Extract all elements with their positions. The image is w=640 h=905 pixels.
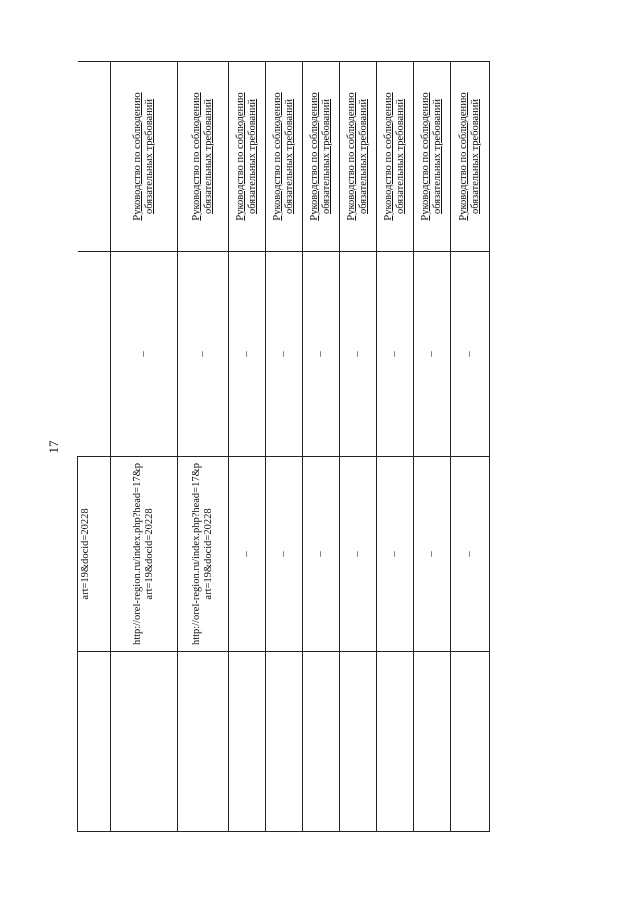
table-cell-url: art=19&docid=20228	[78, 457, 111, 652]
table-cell-dash: –	[340, 252, 377, 457]
table-cell-dash: –	[451, 252, 490, 457]
page-number: 17	[46, 440, 61, 454]
table-cell-blank	[340, 652, 377, 832]
table-row	[340, 62, 377, 832]
table-cell-guide: Руководство по соблюдению обязательных требований	[266, 62, 303, 252]
table-row	[178, 62, 229, 832]
table-cell-guide: Руководство по соблюдению обязательных требований	[303, 62, 340, 252]
table-cell-dash: –	[266, 457, 303, 652]
table-row	[303, 62, 340, 832]
table-cell-guide: Руководство по соблюдению обязательных требований	[377, 62, 414, 252]
table-cell-dash: –	[377, 457, 414, 652]
table-cell-blank	[414, 652, 451, 832]
table-row	[266, 62, 303, 832]
table-cell-blank	[78, 652, 111, 832]
table-cell-guide: Руководство по соблюдению обязательных требований	[229, 62, 266, 252]
table-cell-dash: –	[111, 252, 178, 457]
table-cell-guide: Руководство по соблюдению обязательных требований	[414, 62, 451, 252]
table-cell-blank	[266, 652, 303, 832]
table-cell-dash: –	[451, 457, 490, 652]
table-cell-dash: –	[303, 457, 340, 652]
table-cell-blank	[111, 652, 178, 832]
table-cell-dash: –	[377, 252, 414, 457]
requirements-table	[77, 61, 490, 832]
table-cell-dash: –	[229, 457, 266, 652]
table-cell-dash: –	[303, 252, 340, 457]
rotated-table-container	[77, 62, 507, 832]
table-row	[78, 62, 111, 832]
table-cell-blank	[178, 652, 229, 832]
table-cell-blank	[303, 652, 340, 832]
table-cell-guide	[78, 62, 111, 252]
table-cell-dash: –	[414, 252, 451, 457]
table-cell-blank	[377, 652, 414, 832]
table-cell-blank	[229, 652, 266, 832]
table-row	[229, 62, 266, 832]
table-cell-guide: Руководство по соблюдению обязательных требований	[111, 62, 178, 252]
table-row	[111, 62, 178, 832]
table-cell-guide: Руководство по соблюдению обязательных требований	[451, 62, 490, 252]
table-cell-dash: –	[266, 252, 303, 457]
table-row	[377, 62, 414, 832]
table-cell-blank	[451, 652, 490, 832]
table-cell-guide: Руководство по соблюдению обязательных требований	[340, 62, 377, 252]
table-row	[451, 62, 490, 832]
table-cell-dash: –	[414, 457, 451, 652]
table-row	[414, 62, 451, 832]
table-cell-url: http://orel-region.ru/index.php?head=17&part=19&docid=20228	[178, 457, 229, 652]
table-cell-dash: –	[340, 457, 377, 652]
table-cell-guide: Руководство по соблюдению обязательных требований	[178, 62, 229, 252]
table-cell-dash: –	[229, 252, 266, 457]
table-cell-dash: –	[178, 252, 229, 457]
table-cell-dash	[78, 252, 111, 457]
table-cell-url: http://orel-region.ru/index.php?head=17&part=19&docid=20228	[111, 457, 178, 652]
